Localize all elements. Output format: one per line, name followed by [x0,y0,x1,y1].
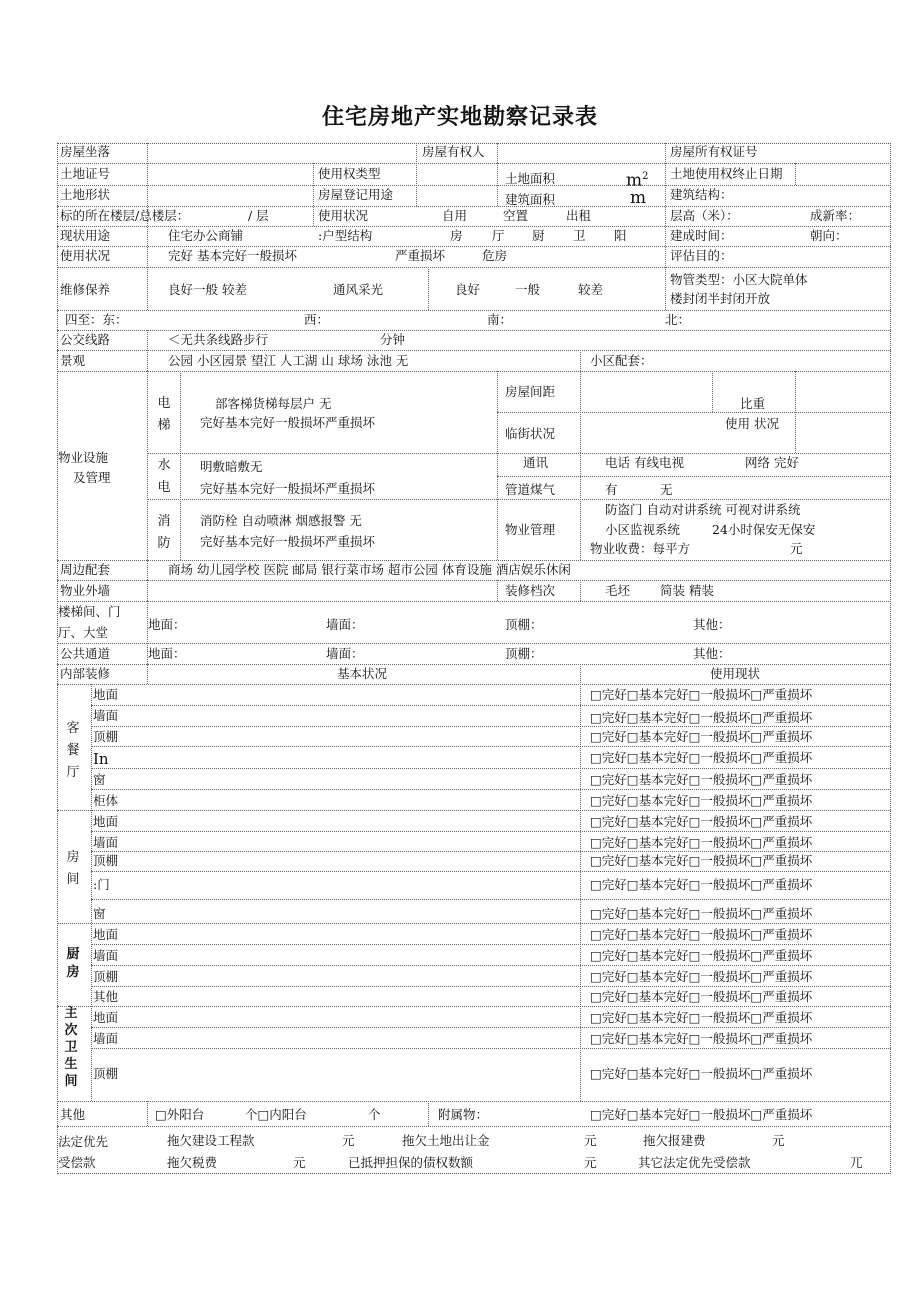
label-facilities-mgmt: 及管理 [73,470,111,485]
condition-checkboxes[interactable]: □完好□基本完好□一般损坏□严重损坏 [590,877,813,892]
label-facilities: 物业设施 [58,450,109,465]
living-window: 窗 [93,772,106,787]
label-permit-fee-arrears: 拖欠报建费 [643,1133,706,1148]
col-line [180,371,181,560]
condition-checkboxes[interactable]: □完好□基本完好□一般损坏□严重损坏 [590,1107,813,1122]
row-line [57,1101,891,1102]
col-line [147,664,148,684]
label-usage-state: 使用 状况 [725,416,779,431]
header-usage-status: 使用现状 [710,666,761,681]
kitchen-floor: 地面 [93,927,119,942]
row-line [57,601,891,602]
label-use-right-type: 使用权类型 [318,166,381,181]
kitchen-other: 其他 [93,989,119,1004]
label-land-shape: 土地形状 [60,187,111,202]
water-electric-condition[interactable]: 完好基本完好一般损坏严重损坏 [200,481,376,496]
col-line [147,1101,148,1126]
row-line [57,923,891,924]
water-electric-options[interactable]: 明敷暗敷无 [200,459,263,474]
label-boundary-north: 北： [665,312,691,327]
col-line [580,453,581,560]
col-line [712,371,713,412]
inner-balcony-checkbox[interactable]: 个□内阳台 [245,1107,307,1122]
label-living-dining: 客餐厅 [66,721,80,780]
passage-other: 其他： [693,646,731,661]
opt-rented[interactable]: 出租 [566,208,592,223]
room-window: 窗 [93,906,106,921]
label-floor-height: 层高（米）： [670,208,739,223]
layout-bath: 卫 [573,228,586,243]
bath-wall: 墙面 [93,1031,119,1046]
col-line [147,371,148,560]
col-line [313,163,314,226]
label-ratio: 比重 [740,396,766,411]
row-line [497,476,891,477]
mgmt-security[interactable]: 防盗门 自动对讲系统 可视对讲系统 [605,502,801,517]
row-line [57,580,891,581]
col-line [795,371,796,453]
mgmt-guard[interactable]: 24小时保安无保安 [712,522,816,537]
col-line [665,143,666,310]
row-line [57,684,891,685]
label-owner: 房屋有权人 [422,144,485,159]
telecom-options[interactable]: 电话 有线电视 [605,455,684,470]
use-condition-severe[interactable]: 严重损坏 [395,248,446,263]
living-floor: 地面 [93,687,119,702]
layout-room: 房 [450,228,463,243]
label-property-fee: 物业收费：每平方 [590,541,691,556]
passage-wall: 墙面： [326,646,364,661]
row-line [91,944,891,945]
label-registered-use: 房屋登记用途 [318,187,394,202]
vent-good[interactable]: 良好 [455,282,481,297]
fire-options[interactable]: 消防栓 自动喷淋 烟感报警 无 [200,513,362,528]
col-line [580,371,581,453]
condition-checkboxes[interactable]: □完好□基本完好□一般损坏□严重损坏 [590,835,813,850]
landscape-options[interactable]: 公园 小区园景 望江 人工湖 山 球场 泳池 无 [168,353,409,368]
passage-ceiling: 顶棚： [505,646,543,661]
elevator-options[interactable]: 部客梯货梯每层户 无 [215,396,332,411]
label-statutory-priority-1: 法定优先 [58,1134,109,1149]
label-bedroom: 房间 [66,850,80,887]
row-line [57,350,891,351]
label-structure: 建筑结构： [670,187,733,202]
property-mgmt-closure: 楼封闭半封闭开放 [670,291,771,306]
label-usage-status: 使用状况 [318,208,369,223]
condition-checkboxes[interactable]: □完好□基本完好□一般损坏□严重损坏 [590,853,813,868]
label-water-electric: 水电 [157,458,171,495]
label-other: 其他 [60,1107,86,1122]
col-line [147,143,148,310]
col-line [497,580,498,601]
condition-checkboxes[interactable]: □完好□基本完好□一般损坏□严重损坏 [590,927,813,942]
room-door: :门 [93,877,110,892]
col-line [91,684,92,1101]
condition-checkboxes[interactable]: □完好□基本完好□一般损坏□严重损坏 [590,793,813,808]
kitchen-ceiling: 顶棚 [93,969,119,984]
condition-checkboxes[interactable]: □完好□基本完好□一般损坏□严重损坏 [590,710,813,725]
label-boundary-east: 四至：东： [65,312,128,327]
label-bus-lines: 公交线路 [60,332,111,347]
condition-checkboxes[interactable]: □完好□基本完好□一般损坏□严重损坏 [590,989,813,1004]
outer-balcony-checkbox[interactable]: □外阳台 [155,1107,205,1122]
row-line [57,226,891,227]
row-line [57,246,891,247]
col-line [147,560,148,580]
condition-checkboxes[interactable]: □完好□基本完好□一般损坏□严重损坏 [590,906,813,921]
label-floor: 标的所在楼层/总楼层： [60,208,190,223]
condition-checkboxes[interactable]: □完好□基本完好□一般损坏□严重损坏 [590,1066,813,1081]
condition-checkboxes[interactable]: □完好□基本完好□一般损坏□严重损坏 [590,772,813,787]
label-attachments: 附属物： [438,1107,489,1122]
condition-checkboxes[interactable]: □完好□基本完好□一般损坏□严重损坏 [590,948,813,963]
label-fire-protection: 消防 [157,514,171,551]
label-decoration-grade: 装修档次 [505,583,556,598]
label-surroundings: 周边配套 [60,562,111,577]
row-line [91,831,891,832]
living-wall: 墙面 [93,708,119,723]
row-line [91,768,891,769]
unit-yuan: 兀 [850,1155,863,1170]
row-line [57,1126,891,1127]
row-line [91,705,891,706]
room-wall: 墙面 [93,835,119,850]
label-other-priority: 其它法定优先受偿款 [638,1155,751,1170]
condition-checkboxes[interactable]: □完好□基本完好□一般损坏□严重损坏 [590,687,813,702]
condition-checkboxes[interactable]: □完好□基本完好□一般损坏□严重损坏 [590,1010,813,1025]
fee-unit: 元 [790,541,803,556]
label-telecom: 通讯 [523,455,549,470]
current-use-options[interactable]: 住宅办公商铺 [168,228,244,243]
row-line [91,871,891,872]
row-line [91,986,891,987]
gas-yes[interactable]: 有 [605,482,618,497]
label-built-time: 建成时间： [670,228,733,243]
surroundings-options[interactable]: 商场 幼儿园学校 医院 邮局 银行菜市场 超市公园 体育设施 酒店娱乐休闲 [168,562,571,577]
row-line [497,412,891,413]
row-line [147,453,891,454]
label-stairwell-2: 厅、大堂 [58,625,109,640]
row-line [57,1006,891,1007]
vent-normal[interactable]: 一般 [515,282,541,297]
layout-hall: 厅 [492,228,505,243]
telecom-options-2[interactable]: 网络 完好 [745,455,799,470]
row-line [57,206,891,207]
col-line [497,371,498,560]
col-line [497,163,498,206]
layout-kitchen: 厨 [532,228,545,243]
living-door: In [93,750,109,768]
row-line [57,330,891,331]
bath-floor: 地面 [93,1010,119,1025]
label-newness: 成新率： [810,208,861,223]
label-boundary-south: 南： [487,312,513,327]
label-location: 房屋坐落 [60,144,111,159]
col-line [147,330,148,371]
label-interior: 内部装修 [60,666,111,681]
unit-m: m [630,188,647,208]
stair-other: 其他： [693,617,731,632]
label-street-status: 临街状况 [505,426,556,441]
label-land-term: 土地使用权终止日期 [670,166,783,181]
label-land-cert: 土地证号 [60,166,111,181]
passage-floor: 地面： [148,646,186,661]
row-line [57,371,891,372]
col-line [795,163,796,185]
label-tax-arrears: 拖欠税费 [167,1155,218,1170]
bus-lines-value: ＜无共条线路步行 [168,332,269,347]
unit-m2: $m^2$ [626,170,649,191]
row-line [57,185,891,186]
label-boundary-west: 西： [304,312,330,327]
label-kitchen: 厨房 [66,947,80,980]
row-line [91,965,891,966]
condition-checkboxes[interactable]: □完好□基本完好□一般损坏□严重损坏 [590,969,813,984]
opt-vacant[interactable]: 空置 [503,208,529,223]
col-line [580,580,581,601]
row-line [91,1048,891,1049]
label-community-facilities: 小区配套： [590,353,653,368]
row-line [57,810,891,811]
label-maintenance: 维修保养 [60,282,111,297]
row-line [91,1027,891,1028]
opt-self-use[interactable]: 自用 [442,208,468,223]
label-landscape: 景观 [60,353,86,368]
col-line [428,1101,429,1126]
stair-ceiling: 顶棚： [505,617,543,632]
label-gas-pipe: 管道煤气 [505,482,556,497]
label-property-management: 物业管理 [505,522,556,537]
condition-checkboxes[interactable]: □完好□基本完好□一般损坏□严重损坏 [590,1031,813,1046]
col-line [580,664,581,1101]
balcony-count-unit: 个 [368,1107,381,1122]
label-use-condition: 使用状况 [60,248,111,263]
label-construction-arrears: 拖欠建设工程款 [167,1133,255,1148]
header-basic-condition: 基本状况 [337,666,388,681]
label-ownership-cert: 房屋所有权证号 [670,144,758,159]
living-ceiling: 顶棚 [93,729,119,744]
label-land-grant-arrears: 拖欠土地出让金 [402,1133,490,1148]
unit-yuan: 元 [772,1133,785,1148]
row-line [91,899,891,900]
condition-checkboxes[interactable]: □完好□基本完好□一般损坏□严重损坏 [590,750,813,765]
label-public-passage: 公共通道 [60,646,111,661]
label-bathroom: 主次卫生间 [64,1006,78,1089]
vent-poor[interactable]: 较差 [578,282,604,297]
col-line [497,143,498,163]
label-current-use: 现状用途 [60,228,111,243]
condition-checkboxes[interactable]: □完好□基本完好□一般损坏□严重损坏 [590,729,813,744]
row-line [147,499,891,500]
label-land-area: 土地面积 [505,171,556,186]
row-line [57,310,891,311]
stair-wall: 墙面： [326,617,364,632]
label-statutory-priority-2: 受偿款 [58,1155,96,1170]
property-mgmt-type: 物管类型：小区大院单体 [670,272,808,287]
layout-balcony: 阳 [614,228,627,243]
fire-condition[interactable]: 完好基本完好一般损坏严重损坏 [200,534,376,549]
unit-yuan: 元 [293,1155,306,1170]
label-floor-total: / 层 [248,208,269,223]
elevator-condition[interactable]: 完好基本完好一般损坏严重损坏 [200,415,376,430]
decoration-rough[interactable]: 毛坯 [605,583,631,598]
use-condition-options[interactable]: 完好 基本完好一般损坏 [168,248,297,263]
label-stairwell-1: 楼梯间、门 [58,604,121,619]
col-line [580,350,581,371]
col-line [416,143,417,206]
mgmt-monitoring[interactable]: 小区监视系统 [605,522,681,537]
bus-minutes: 分钟 [380,332,406,347]
row-line [57,560,891,561]
kitchen-wall: 墙面 [93,948,119,963]
row-line [91,726,891,727]
unit-yuan: 元 [584,1155,597,1170]
room-ceiling: 顶棚 [93,853,119,868]
row-line [57,643,891,644]
gas-no[interactable]: 无 [660,482,673,497]
row-line [57,664,891,665]
label-layout: :户型结构 [318,228,373,243]
unit-yuan: 元 [584,1133,597,1148]
col-line [147,580,148,601]
living-cabinet: 柜体 [93,793,119,808]
row-line [91,746,891,747]
use-condition-dangerous[interactable]: 危房 [482,248,508,263]
row-line [91,851,891,852]
label-building-spacing: 房屋间距 [505,384,556,399]
maintenance-options[interactable]: 良好一般 较差 [168,282,247,297]
condition-checkboxes[interactable]: □完好□基本完好□一般损坏□严重损坏 [590,814,813,829]
row-line [57,267,891,268]
row-line [57,163,891,164]
decoration-fine[interactable]: 简装 精装 [660,583,714,598]
label-elevator: 电梯 [157,396,171,433]
room-floor: 地面 [93,814,119,829]
row-line [91,789,891,790]
label-exterior-wall: 物业外墙 [60,583,111,598]
col-line [428,267,429,310]
label-appraisal-purpose: 评估目的： [670,248,733,263]
bath-ceiling: 顶棚 [93,1066,119,1081]
unit-yuan: 元 [342,1133,355,1148]
stair-floor: 地面： [148,617,186,632]
label-ventilation: 通风采光 [333,282,384,297]
label-orientation: 朝向： [810,228,848,243]
label-mortgage-claims: 已抵押担保的债权数额 [348,1155,474,1170]
page-title: 住宅房地产实地勘察记录表 [321,105,598,130]
label-building-area: 建筑面积 [505,192,556,207]
